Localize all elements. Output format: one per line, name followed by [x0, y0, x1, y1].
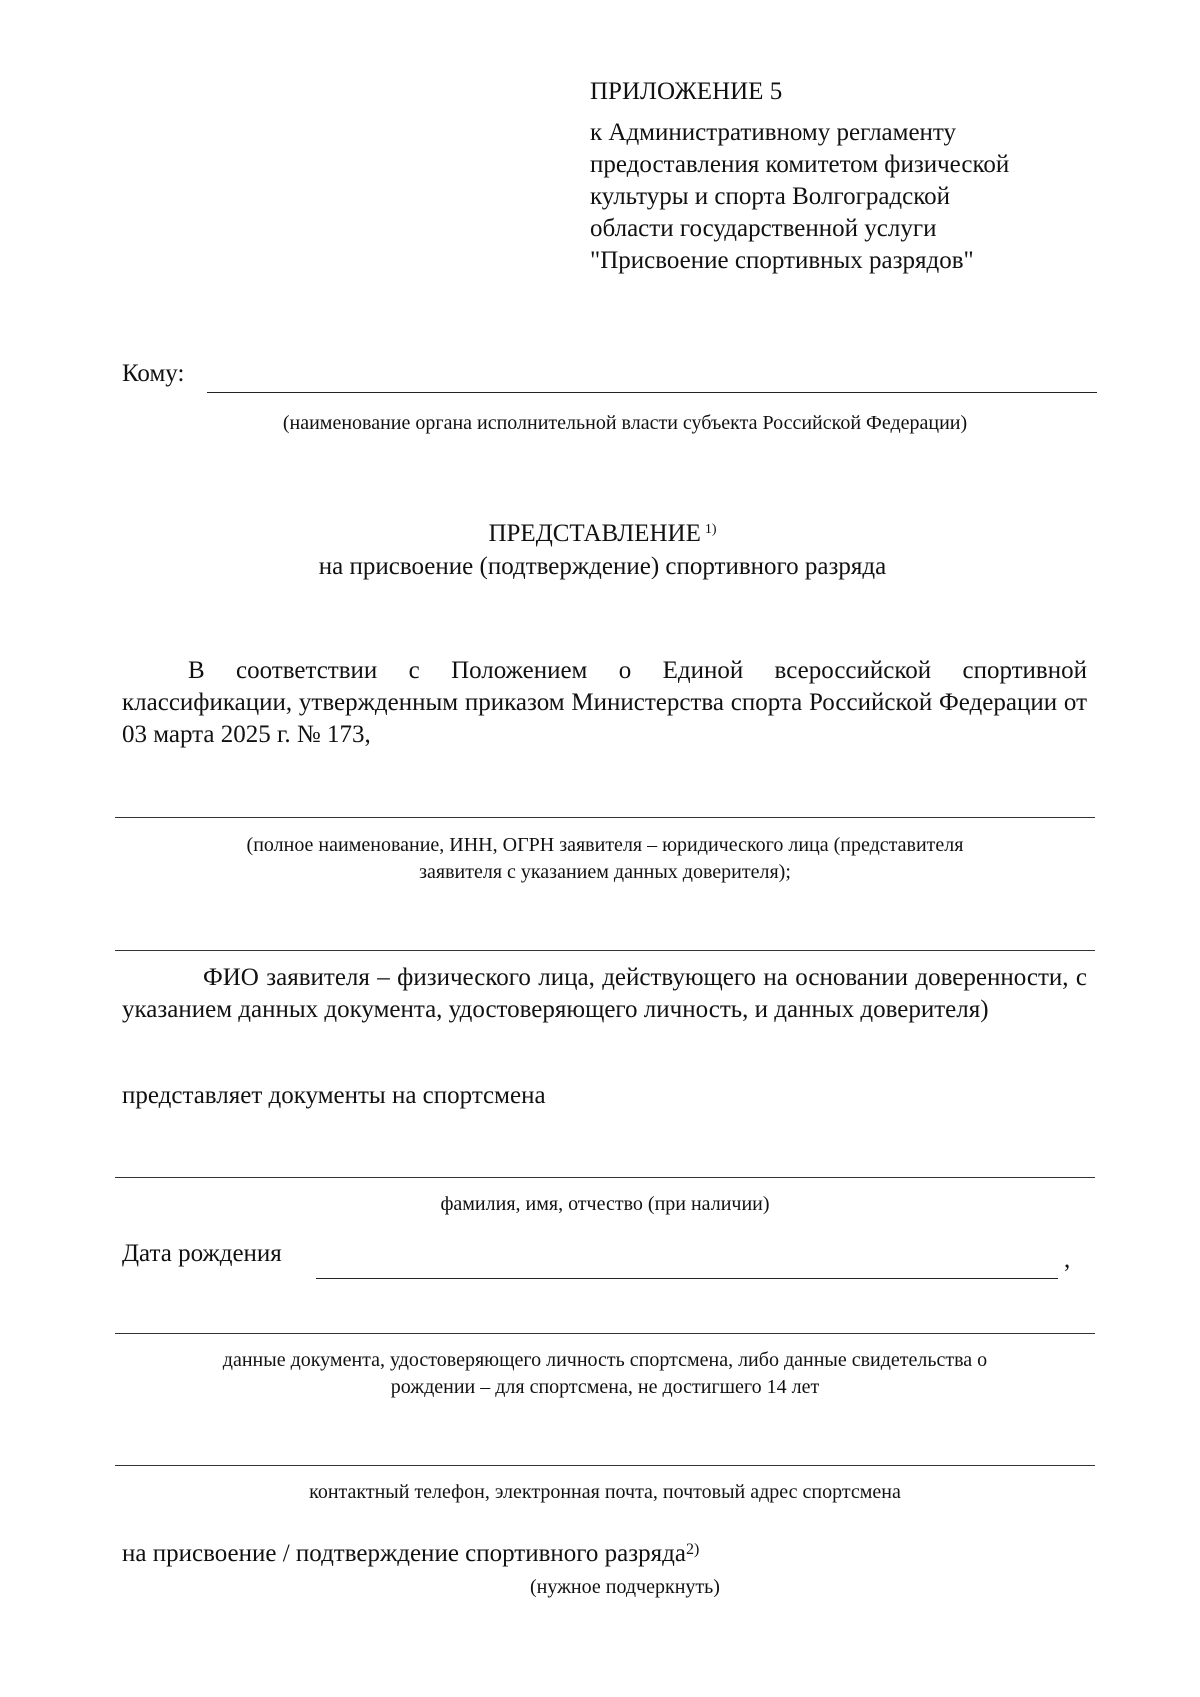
appendix-line: к Административному регламенту — [590, 119, 957, 146]
caption-line: данные документа, удостоверяющего личность спортсмена, либо данные свидетельства о — [222, 1349, 988, 1371]
athlete-name-field[interactable] — [115, 1177, 1095, 1178]
caption-line: рождении – для спортсмена, не достигшего 14 лет — [390, 1376, 820, 1398]
purpose-line — [122, 1538, 699, 1570]
recipient-label: Кому: — [122, 360, 185, 387]
appendix-line: предоставления комитетом физической — [590, 151, 1010, 178]
id-document-field[interactable] — [115, 1333, 1095, 1334]
recipient-field[interactable] — [207, 362, 1097, 393]
caption-line: (полное наименование, ИНН, ОГРН заявителя – юридического лица (представителя — [246, 834, 964, 856]
appendix-line: области государственной услуги — [590, 215, 937, 242]
applicant-legal-field[interactable] — [115, 817, 1095, 818]
appendix-line: культуры и спорта Волгоградской — [590, 183, 950, 210]
birth-date-label: Дата рождения — [122, 1240, 282, 1267]
document-title — [120, 518, 1085, 550]
birth-date-comma: , — [1064, 1246, 1071, 1273]
purpose-footnote-mark: 2) — [685, 1541, 700, 1558]
title-text: ПРЕДСТАВЛЕНИЕ — [488, 520, 701, 547]
birth-date-field[interactable] — [316, 1242, 1058, 1279]
recipient-caption: (наименование органа исполнительной власти субъекта Российской Федерации) — [282, 412, 968, 434]
submits-text: представляет документы на спортсмена — [122, 1082, 546, 1109]
intro-paragraph: В соответствии с Положением о Единой всероссийской спортивной классификации, утвержденным приказом Министерства спорта Российской Федерации от 03 марта 2025 г. № 173, — [122, 657, 1087, 748]
athlete-name-caption: фамилия, имя, отчество (при наличии) — [440, 1193, 770, 1215]
document-subtitle: на присвоение (подтверждение) спортивного разряда — [318, 553, 887, 580]
appendix-line: "Присвоение спортивных разрядов" — [590, 247, 974, 274]
contacts-caption: контактный телефон, электронная почта, почтовый адрес спортсмена — [309, 1481, 901, 1503]
appendix-title: ПРИЛОЖЕНИЕ 5 — [590, 78, 783, 105]
appendix-description — [590, 117, 1110, 277]
applicant-legal-caption — [115, 832, 1095, 886]
applicant-person-field[interactable] — [115, 950, 1095, 951]
applicant-person-text: ФИО заявителя – физического лица, действующего на основании доверенности, с указанием данных документа, удостоверяющего личность, и данных доверителя) — [122, 964, 1087, 1023]
title-footnote-mark: 1) — [704, 522, 717, 537]
purpose-hint: (нужное подчеркнуть) — [530, 1576, 720, 1598]
caption-line: заявителя с указанием данных доверителя); — [419, 861, 791, 883]
contacts-field[interactable] — [115, 1465, 1095, 1466]
purpose-text: на присвоение / подтверждение спортивного разряда — [122, 1540, 686, 1567]
id-document-caption — [115, 1347, 1095, 1401]
